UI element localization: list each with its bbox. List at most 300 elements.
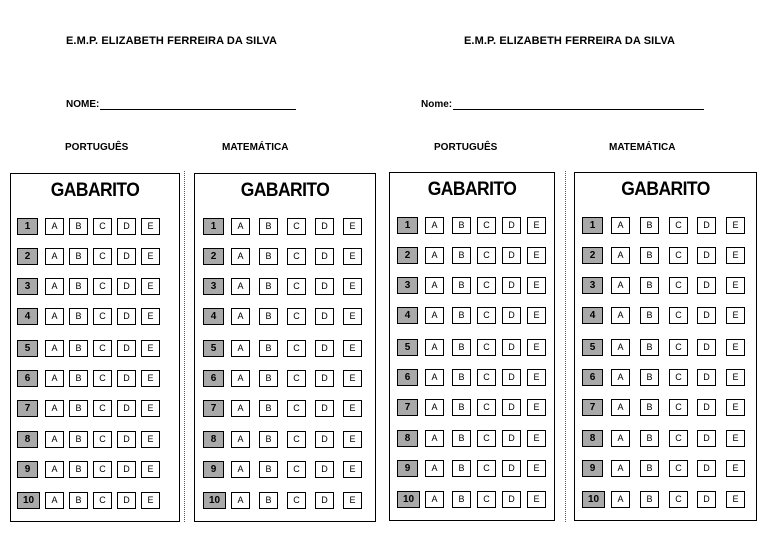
answer-option-b[interactable]: B bbox=[69, 248, 88, 265]
name-line[interactable] bbox=[453, 100, 704, 110]
answer-option-c[interactable]: C bbox=[287, 492, 306, 509]
question-row bbox=[195, 278, 375, 295]
answer-option-a[interactable]: A bbox=[45, 431, 64, 448]
question-number: 9 bbox=[203, 461, 224, 478]
answer-option-e[interactable]: E bbox=[141, 431, 160, 448]
question-number: 2 bbox=[582, 247, 603, 264]
answer-option-c[interactable]: C bbox=[669, 430, 688, 447]
question-number: 2 bbox=[203, 248, 224, 265]
answer-option-d[interactable]: D bbox=[502, 217, 521, 234]
question-number: 3 bbox=[17, 278, 38, 295]
answer-option-b[interactable]: B bbox=[69, 370, 88, 387]
answer-option-b[interactable]: B bbox=[452, 339, 471, 356]
question-number: 1 bbox=[203, 218, 224, 235]
answer-option-a[interactable]: A bbox=[425, 399, 444, 416]
answer-option-b[interactable]: B bbox=[259, 248, 278, 265]
answer-option-e[interactable]: E bbox=[343, 278, 362, 295]
answer-option-b[interactable]: B bbox=[452, 369, 471, 386]
answer-option-b[interactable]: B bbox=[640, 369, 659, 386]
question-row bbox=[575, 430, 756, 447]
question-number: 10 bbox=[203, 492, 226, 509]
answer-option-c[interactable]: C bbox=[287, 461, 306, 478]
gabarito-title: GABARITO bbox=[621, 179, 710, 200]
question-number: 8 bbox=[17, 431, 38, 448]
answer-option-a[interactable]: A bbox=[611, 217, 630, 234]
answer-option-e[interactable]: E bbox=[527, 247, 546, 264]
name-line[interactable] bbox=[100, 100, 296, 110]
answer-option-d[interactable]: D bbox=[697, 430, 716, 447]
subject-label-portugues-right: PORTUGUÊS bbox=[434, 142, 498, 153]
question-number: 5 bbox=[397, 339, 418, 356]
answer-option-e[interactable]: E bbox=[726, 399, 745, 416]
name-field-right[interactable] bbox=[421, 99, 704, 110]
question-row bbox=[11, 278, 179, 295]
answer-option-c[interactable]: C bbox=[93, 400, 112, 417]
question-row bbox=[575, 339, 756, 356]
answer-option-d[interactable]: D bbox=[697, 217, 716, 234]
answer-option-c[interactable]: C bbox=[93, 340, 112, 357]
answer-option-a[interactable]: A bbox=[425, 430, 444, 447]
answer-option-d[interactable]: D bbox=[315, 461, 334, 478]
answer-option-c[interactable]: C bbox=[93, 308, 112, 325]
answer-option-e[interactable]: E bbox=[141, 248, 160, 265]
answer-option-b[interactable]: B bbox=[69, 308, 88, 325]
answer-option-d[interactable]: D bbox=[315, 370, 334, 387]
question-row bbox=[390, 339, 554, 356]
question-row bbox=[195, 218, 375, 235]
answer-option-c[interactable]: C bbox=[477, 491, 496, 508]
question-row bbox=[195, 340, 375, 357]
question-number: 9 bbox=[582, 460, 603, 477]
gabarito-title: GABARITO bbox=[427, 179, 517, 200]
answer-option-d[interactable]: D bbox=[117, 248, 136, 265]
answer-option-e[interactable]: E bbox=[726, 247, 745, 264]
answer-option-e[interactable]: E bbox=[141, 461, 160, 478]
answer-option-b[interactable]: B bbox=[259, 340, 278, 357]
question-row bbox=[390, 460, 554, 477]
answer-option-a[interactable]: A bbox=[425, 460, 444, 477]
question-row bbox=[195, 370, 375, 387]
answer-option-b[interactable]: B bbox=[259, 308, 278, 325]
answer-option-e[interactable]: E bbox=[527, 307, 546, 324]
answer-option-c[interactable]: C bbox=[93, 492, 112, 509]
answer-option-e[interactable]: E bbox=[726, 369, 745, 386]
answer-option-d[interactable]: D bbox=[502, 460, 521, 477]
question-number: 5 bbox=[17, 340, 38, 357]
answer-option-e[interactable]: E bbox=[343, 370, 362, 387]
answer-option-d[interactable]: D bbox=[697, 247, 716, 264]
answer-option-a[interactable]: A bbox=[45, 248, 64, 265]
question-row bbox=[575, 307, 756, 324]
answer-option-c[interactable]: C bbox=[93, 278, 112, 295]
answer-option-a[interactable]: A bbox=[611, 399, 630, 416]
question-row bbox=[575, 277, 756, 294]
answer-option-a[interactable]: A bbox=[231, 400, 250, 417]
answer-option-a[interactable]: A bbox=[231, 461, 250, 478]
answer-option-d[interactable]: D bbox=[697, 369, 716, 386]
question-number: 3 bbox=[582, 277, 603, 294]
subject-label-portugues-left: PORTUGUÊS bbox=[65, 142, 129, 153]
answer-option-e[interactable]: E bbox=[527, 339, 546, 356]
answer-option-d[interactable]: D bbox=[315, 431, 334, 448]
answer-option-c[interactable]: C bbox=[669, 460, 688, 477]
answer-option-d[interactable]: D bbox=[697, 339, 716, 356]
answer-option-e[interactable]: E bbox=[726, 217, 745, 234]
answer-option-c[interactable]: C bbox=[93, 461, 112, 478]
question-row bbox=[575, 460, 756, 477]
question-number: 7 bbox=[17, 400, 38, 417]
answer-option-e[interactable]: E bbox=[726, 491, 745, 508]
answer-option-e[interactable]: E bbox=[726, 430, 745, 447]
answer-option-e[interactable]: E bbox=[527, 491, 546, 508]
question-row bbox=[11, 400, 179, 417]
answer-option-a[interactable]: A bbox=[425, 369, 444, 386]
question-number: 4 bbox=[203, 308, 224, 325]
answer-option-c[interactable]: C bbox=[93, 431, 112, 448]
answer-option-a[interactable]: A bbox=[45, 461, 64, 478]
answer-option-b[interactable]: B bbox=[259, 431, 278, 448]
question-number: 3 bbox=[203, 278, 224, 295]
answer-option-e[interactable]: E bbox=[726, 307, 745, 324]
question-number: 10 bbox=[397, 491, 420, 508]
answer-option-d[interactable]: D bbox=[697, 491, 716, 508]
question-number: 9 bbox=[397, 460, 418, 477]
answer-option-a[interactable]: A bbox=[231, 218, 250, 235]
question-row bbox=[575, 369, 756, 386]
subject-label-matematica-left: MATEMÁTICA bbox=[222, 142, 289, 153]
question-number: 2 bbox=[17, 248, 38, 265]
answer-option-e[interactable]: E bbox=[141, 278, 160, 295]
answer-option-a[interactable]: A bbox=[45, 400, 64, 417]
answer-option-c[interactable]: C bbox=[669, 277, 688, 294]
name-label: NOME: bbox=[66, 99, 100, 110]
question-row bbox=[195, 248, 375, 265]
answer-option-a[interactable]: A bbox=[45, 278, 64, 295]
answer-option-e[interactable]: E bbox=[527, 460, 546, 477]
answer-option-d[interactable]: D bbox=[502, 491, 521, 508]
name-label: Nome: bbox=[421, 99, 453, 110]
answer-option-c[interactable]: C bbox=[477, 430, 496, 447]
answer-option-a[interactable]: A bbox=[45, 340, 64, 357]
answer-option-e[interactable]: E bbox=[726, 277, 745, 294]
question-row bbox=[195, 400, 375, 417]
question-number: 6 bbox=[397, 369, 418, 386]
answer-option-a[interactable]: A bbox=[425, 247, 444, 264]
answer-option-d[interactable]: D bbox=[315, 400, 334, 417]
question-row bbox=[11, 461, 179, 478]
answer-option-c[interactable]: C bbox=[669, 399, 688, 416]
question-row bbox=[11, 340, 179, 357]
answer-option-a[interactable]: A bbox=[425, 217, 444, 234]
answer-option-d[interactable]: D bbox=[315, 308, 334, 325]
answer-option-a[interactable]: A bbox=[45, 218, 64, 235]
answer-option-b[interactable]: B bbox=[259, 278, 278, 295]
question-row bbox=[195, 492, 375, 509]
question-row bbox=[195, 461, 375, 478]
question-number: 8 bbox=[397, 430, 418, 447]
answer-option-e[interactable]: E bbox=[343, 340, 362, 357]
answer-option-a[interactable]: A bbox=[425, 277, 444, 294]
question-number: 10 bbox=[17, 492, 40, 509]
cut-line bbox=[565, 171, 566, 522]
answer-option-d[interactable]: D bbox=[502, 247, 521, 264]
question-row bbox=[390, 247, 554, 264]
question-number: 1 bbox=[17, 218, 38, 235]
answer-option-c[interactable]: C bbox=[93, 218, 112, 235]
answer-option-a[interactable]: A bbox=[611, 369, 630, 386]
question-number: 7 bbox=[397, 399, 418, 416]
answer-option-d[interactable]: D bbox=[315, 218, 334, 235]
answer-sheet bbox=[574, 172, 757, 521]
answer-option-d[interactable]: D bbox=[117, 308, 136, 325]
answer-option-a[interactable]: A bbox=[231, 431, 250, 448]
answer-option-c[interactable]: C bbox=[287, 340, 306, 357]
question-number: 1 bbox=[397, 217, 418, 234]
answer-option-b[interactable]: B bbox=[69, 461, 88, 478]
answer-option-d[interactable]: D bbox=[117, 492, 136, 509]
answer-option-c[interactable]: C bbox=[287, 370, 306, 387]
question-number: 9 bbox=[17, 461, 38, 478]
question-row bbox=[390, 399, 554, 416]
school-name-right: E.M.P. ELIZABETH FERREIRA DA SILVA bbox=[464, 35, 675, 47]
question-row bbox=[390, 491, 554, 508]
answer-option-d[interactable]: D bbox=[315, 248, 334, 265]
answer-option-e[interactable]: E bbox=[527, 277, 546, 294]
answer-option-d[interactable]: D bbox=[502, 430, 521, 447]
gabarito-title: GABARITO bbox=[240, 180, 330, 201]
question-number: 3 bbox=[397, 277, 418, 294]
answer-option-b[interactable]: B bbox=[640, 307, 659, 324]
answer-option-a[interactable]: A bbox=[231, 278, 250, 295]
answer-option-d[interactable]: D bbox=[502, 399, 521, 416]
answer-option-a[interactable]: A bbox=[231, 370, 250, 387]
answer-option-b[interactable]: B bbox=[640, 491, 659, 508]
answer-option-e[interactable]: E bbox=[343, 218, 362, 235]
answer-option-b[interactable]: B bbox=[259, 461, 278, 478]
answer-option-b[interactable]: B bbox=[452, 247, 471, 264]
answer-option-c[interactable]: C bbox=[477, 460, 496, 477]
answer-option-c[interactable]: C bbox=[669, 369, 688, 386]
question-row bbox=[575, 491, 756, 508]
question-number: 10 bbox=[582, 491, 605, 508]
answer-option-d[interactable]: D bbox=[117, 340, 136, 357]
answer-option-d[interactable]: D bbox=[697, 460, 716, 477]
question-row bbox=[11, 492, 179, 509]
cut-line bbox=[184, 171, 185, 522]
answer-option-b[interactable]: B bbox=[640, 339, 659, 356]
answer-option-a[interactable]: A bbox=[425, 339, 444, 356]
answer-option-a[interactable]: A bbox=[231, 492, 250, 509]
answer-option-e[interactable]: E bbox=[527, 399, 546, 416]
answer-option-b[interactable]: B bbox=[452, 307, 471, 324]
question-number: 8 bbox=[203, 431, 224, 448]
answer-option-c[interactable]: C bbox=[287, 248, 306, 265]
answer-option-c[interactable]: C bbox=[287, 400, 306, 417]
question-number: 6 bbox=[203, 370, 224, 387]
answer-option-d[interactable]: D bbox=[117, 400, 136, 417]
answer-option-b[interactable]: B bbox=[259, 400, 278, 417]
answer-option-d[interactable]: D bbox=[502, 339, 521, 356]
question-row bbox=[390, 217, 554, 234]
question-row bbox=[390, 369, 554, 386]
answer-option-b[interactable]: B bbox=[452, 460, 471, 477]
answer-option-c[interactable]: C bbox=[287, 431, 306, 448]
answer-option-d[interactable]: D bbox=[117, 461, 136, 478]
answer-option-d[interactable]: D bbox=[697, 307, 716, 324]
answer-option-e[interactable]: E bbox=[141, 370, 160, 387]
answer-option-b[interactable]: B bbox=[69, 492, 88, 509]
question-row bbox=[195, 431, 375, 448]
answer-option-c[interactable]: C bbox=[477, 247, 496, 264]
answer-option-c[interactable]: C bbox=[287, 308, 306, 325]
answer-option-e[interactable]: E bbox=[343, 400, 362, 417]
answer-option-c[interactable]: C bbox=[477, 369, 496, 386]
question-number: 7 bbox=[582, 399, 603, 416]
answer-option-b[interactable]: B bbox=[452, 491, 471, 508]
question-number: 8 bbox=[582, 430, 603, 447]
answer-option-b[interactable]: B bbox=[640, 247, 659, 264]
answer-option-e[interactable]: E bbox=[141, 340, 160, 357]
answer-option-d[interactable]: D bbox=[117, 370, 136, 387]
answer-option-b[interactable]: B bbox=[640, 430, 659, 447]
answer-option-d[interactable]: D bbox=[315, 278, 334, 295]
answer-option-c[interactable]: C bbox=[93, 248, 112, 265]
question-row bbox=[195, 308, 375, 325]
answer-option-e[interactable]: E bbox=[343, 308, 362, 325]
question-row bbox=[390, 430, 554, 447]
answer-option-a[interactable]: A bbox=[425, 307, 444, 324]
answer-option-b[interactable]: B bbox=[69, 278, 88, 295]
answer-option-b[interactable]: B bbox=[640, 460, 659, 477]
answer-option-d[interactable]: D bbox=[117, 278, 136, 295]
question-row bbox=[575, 399, 756, 416]
question-number: 7 bbox=[203, 400, 224, 417]
answer-option-b[interactable]: B bbox=[640, 277, 659, 294]
answer-sheet bbox=[194, 173, 376, 522]
answer-option-d[interactable]: D bbox=[502, 307, 521, 324]
answer-option-b[interactable]: B bbox=[640, 399, 659, 416]
answer-option-b[interactable]: B bbox=[452, 430, 471, 447]
question-row bbox=[11, 370, 179, 387]
answer-option-b[interactable]: B bbox=[640, 217, 659, 234]
school-name-left: E.M.P. ELIZABETH FERREIRA DA SILVA bbox=[66, 35, 277, 47]
answer-option-c[interactable]: C bbox=[669, 339, 688, 356]
answer-option-b[interactable]: B bbox=[259, 370, 278, 387]
answer-option-d[interactable]: D bbox=[315, 340, 334, 357]
answer-option-e[interactable]: E bbox=[141, 400, 160, 417]
answer-option-c[interactable]: C bbox=[287, 218, 306, 235]
question-number: 6 bbox=[17, 370, 38, 387]
answer-option-e[interactable]: E bbox=[343, 248, 362, 265]
question-number: 5 bbox=[203, 340, 224, 357]
answer-option-a[interactable]: A bbox=[611, 339, 630, 356]
answer-option-c[interactable]: C bbox=[477, 339, 496, 356]
answer-option-c[interactable]: C bbox=[287, 278, 306, 295]
answer-option-b[interactable]: B bbox=[69, 340, 88, 357]
answer-option-b[interactable]: B bbox=[452, 217, 471, 234]
answer-option-a[interactable]: A bbox=[611, 247, 630, 264]
question-number: 5 bbox=[582, 339, 603, 356]
name-field-left[interactable] bbox=[66, 99, 296, 110]
answer-option-a[interactable]: A bbox=[45, 308, 64, 325]
answer-option-e[interactable]: E bbox=[141, 308, 160, 325]
answer-option-a[interactable]: A bbox=[231, 340, 250, 357]
question-row bbox=[575, 247, 756, 264]
answer-option-c[interactable]: C bbox=[669, 217, 688, 234]
answer-option-c[interactable]: C bbox=[477, 277, 496, 294]
answer-option-d[interactable]: D bbox=[502, 277, 521, 294]
answer-option-d[interactable]: D bbox=[502, 369, 521, 386]
answer-option-e[interactable]: E bbox=[527, 430, 546, 447]
question-number: 4 bbox=[397, 307, 418, 324]
answer-option-e[interactable]: E bbox=[726, 339, 745, 356]
answer-option-d[interactable]: D bbox=[315, 492, 334, 509]
answer-option-d[interactable]: D bbox=[117, 431, 136, 448]
question-row bbox=[11, 248, 179, 265]
answer-sheet bbox=[389, 172, 555, 521]
answer-option-a[interactable]: A bbox=[611, 277, 630, 294]
answer-option-b[interactable]: B bbox=[259, 218, 278, 235]
answer-option-e[interactable]: E bbox=[343, 492, 362, 509]
answer-option-a[interactable]: A bbox=[231, 248, 250, 265]
answer-option-e[interactable]: E bbox=[726, 460, 745, 477]
question-row bbox=[390, 277, 554, 294]
answer-option-e[interactable]: E bbox=[527, 217, 546, 234]
answer-option-d[interactable]: D bbox=[697, 277, 716, 294]
answer-option-c[interactable]: C bbox=[93, 370, 112, 387]
question-row bbox=[575, 217, 756, 234]
answer-option-e[interactable]: E bbox=[343, 431, 362, 448]
answer-option-b[interactable]: B bbox=[452, 277, 471, 294]
question-row bbox=[11, 218, 179, 235]
answer-option-b[interactable]: B bbox=[69, 218, 88, 235]
answer-option-a[interactable]: A bbox=[611, 460, 630, 477]
question-number: 4 bbox=[582, 307, 603, 324]
question-number: 4 bbox=[17, 308, 38, 325]
answer-option-b[interactable]: B bbox=[69, 400, 88, 417]
question-number: 2 bbox=[397, 247, 418, 264]
answer-option-c[interactable]: C bbox=[669, 491, 688, 508]
answer-option-d[interactable]: D bbox=[697, 399, 716, 416]
answer-option-a[interactable]: A bbox=[45, 370, 64, 387]
answer-option-c[interactable]: C bbox=[669, 307, 688, 324]
question-number: 1 bbox=[582, 217, 603, 234]
answer-sheet bbox=[10, 173, 180, 522]
answer-option-c[interactable]: C bbox=[477, 217, 496, 234]
answer-option-a[interactable]: A bbox=[611, 307, 630, 324]
answer-option-a[interactable]: A bbox=[425, 491, 444, 508]
question-row bbox=[11, 431, 179, 448]
answer-option-c[interactable]: C bbox=[669, 247, 688, 264]
question-row bbox=[11, 308, 179, 325]
subject-label-matematica-right: MATEMÁTICA bbox=[609, 142, 676, 153]
answer-option-d[interactable]: D bbox=[117, 218, 136, 235]
answer-option-b[interactable]: B bbox=[259, 492, 278, 509]
answer-option-e[interactable]: E bbox=[343, 461, 362, 478]
answer-option-e[interactable]: E bbox=[527, 369, 546, 386]
gabarito-title: GABARITO bbox=[50, 180, 140, 201]
answer-option-a[interactable]: A bbox=[231, 308, 250, 325]
answer-option-a[interactable]: A bbox=[611, 430, 630, 447]
answer-option-a[interactable]: A bbox=[611, 491, 630, 508]
answer-option-a[interactable]: A bbox=[45, 492, 64, 509]
answer-option-e[interactable]: E bbox=[141, 492, 160, 509]
answer-option-c[interactable]: C bbox=[477, 307, 496, 324]
answer-option-e[interactable]: E bbox=[141, 218, 160, 235]
answer-option-c[interactable]: C bbox=[477, 399, 496, 416]
answer-option-b[interactable]: B bbox=[69, 431, 88, 448]
answer-option-b[interactable]: B bbox=[452, 399, 471, 416]
